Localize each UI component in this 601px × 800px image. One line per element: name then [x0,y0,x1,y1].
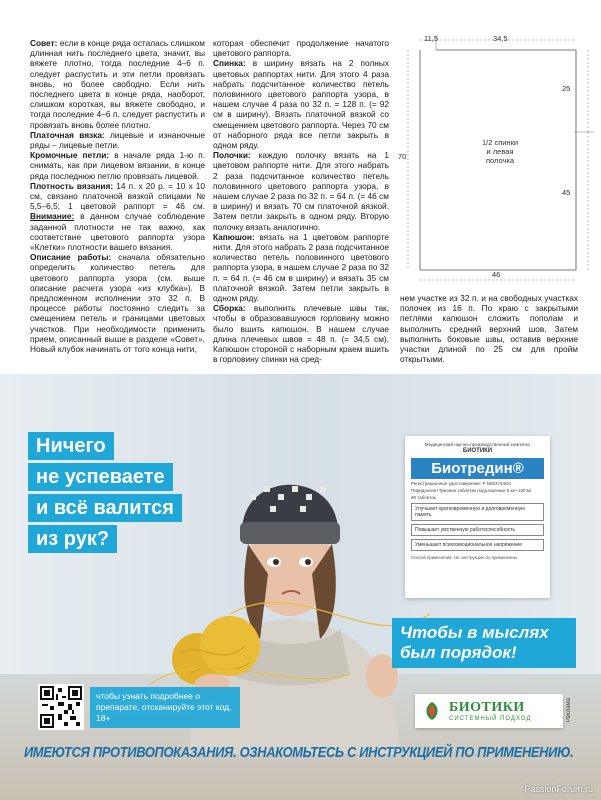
qr-block [38,684,240,730]
biotiki-logo [415,694,563,728]
dim-top-right: 34,5 [493,34,508,43]
logo-main-text: БИОТИКИ [449,700,525,715]
dim-right-top: 25 [562,84,571,93]
article-column-1 [30,38,205,354]
paragraph-heading: Полочки: [213,150,251,161]
article-paragraph [213,38,389,58]
biotiki-leaf-icon [421,700,443,722]
box-feature-1: Улучшает кратковременную и долговременную память [411,503,544,521]
logo-sub-text: СИСТЕМНЫЙ ПОДХОД [449,716,532,722]
paragraph-text: 14 п. х 20 р. = 10 х 10 см, связано платочной вязкой спицами № 5,5–6,5; 1 цветовой раппорт = 46 см. [30,180,205,212]
ad-headline [28,432,182,556]
box-note: Способ применения: см. инструкцию по применению [411,555,517,560]
paragraph-text: которая обеспечит продолжение начатого цветового раппорта. [213,38,389,59]
watermark: PassionForum.ru [524,784,593,794]
paragraph-text: нем участке из 32 п. и на свободных участках полочек из 16 п. По краю с закрытыми петлями капюшон сложить пополам и выполнить средний верхний шов. Затем выполнить боковые швы, оставив верхние участки длиной по 25 см для пройм открытыми. [400,293,578,365]
box-brand: БИОТИКИ [462,448,493,454]
paragraph-text: в ширину вязать на 2 полных цветовых раппортах нити. Для этого 4 раза набрать подсчитанное количество петель половинного цветового раппорта узора, в нашем случае 4 раза по 32 п. = 128 п. (= 92 см в ширину). Вязать платочной вязкой со смещением цветового раппорта. Через 70 см от наборного ряда все петли закрыть в одном ряду. [213,58,389,151]
paragraph-heading: Плотность вязания: [30,180,114,191]
headline-line-3: и всё валится [28,494,182,522]
paragraph-heading: Платочная вязка: [30,129,105,140]
box-composition: Пиридоксин+Треонин таблетки подъязычные 5 мг+100 мг [411,488,532,493]
article-paragraph [30,130,205,150]
article-paragraph [213,58,389,150]
dim-bottom: 46 [492,270,501,279]
paragraph-text: в данном случае соблюдение заданной плотности не так важно, как соответствие цветового раппорта узора «Клетки» плотности вашего вязания. [30,211,205,253]
box-drug-name: Биотредин® [411,458,544,479]
qr-caption: чтобы узнать подробнее о препарате, отсканируйте этот код, 18+ [90,687,240,728]
paragraph-heading: Спинка: [213,58,246,69]
paragraph-attention: Внимание: [30,211,75,222]
pattern-schematic [398,32,598,282]
headline-line-4: из рук? [28,525,117,553]
box-registration: Регистрационное удостоверение: Р N003744/01 [411,481,512,486]
ad-slogan: Чтобы в мыслях был порядок! [392,618,576,668]
article [0,0,601,372]
paragraph-text: сначала обязательно определить количество петель для цветового раппорта узора (см. выше описание расчета узора «из клубка»). В предложенном исполнении это 32 п. В процессе работы постоянно следить за смещением петель и границами цветовых участков. При необходимости применить прием, описанный выше в разделе «Совет». Новый клубок начинать от того конца нити, [30,252,206,355]
advertisement [0,374,601,800]
dim-top-left: 11,5 [424,34,439,43]
box-feature-2: Повышает умственную работоспособность [411,524,544,536]
article-paragraph [213,150,389,232]
schematic-center-label: 1/2 спинки и левая полочка [481,138,519,165]
paragraph-text: в начале ряда 1-ю п. снимать, как при лицевом вязании, в конце ряда последнюю петлю провязать лицевой. [30,150,205,181]
paragraph-heading: Капюшон: [213,231,255,242]
qr-code-icon[interactable] [38,684,84,730]
article-column-2 [213,38,389,365]
box-maker: Медицинский научно-производственный комплекс [424,442,531,447]
paragraph-heading: Сборка: [213,303,246,314]
paragraph-heading: Кромочные петли: [30,150,110,161]
paragraph-heading: Описание работы: [30,252,112,263]
paragraph-text: каждую полочку вязать на 1 цветовом раппорте нити. Для этого набрать 2 раза подсчитанное количество петель половинного цветового раппорта узора, в нашем случае 2 раза по 32 п. = 64 п. (= 46 см в ширину) и вязать 70 см платочной вязкой. Затем петли закрыть в одном ряду. Вторую полочку вязать аналогично. [213,150,389,232]
contraindications-warning: ИМЕЮТСЯ ПРОТИВОПОКАЗАНИЯ. ОЗНАКОМЬТЕСЬ С ИНСТРУКЦИЕЙ ПО ПРИМЕНЕНИЮ. [24,744,574,761]
paragraph-text: вязать на 1 цветовом раппорте нити. Для этого набрать 2 раза подсчитанное количество петель половинного цветового раппорта узора, в нашем случае 2 раза по 32 п. = 64 п. (= 46 см в ширину) и вязать 35 см платочной вязкой. Затем петли закрыть в одном ряду. [213,231,389,304]
product-box [405,436,550,598]
paragraph-heading: Совет: [30,38,58,48]
article-column-3 [400,293,578,364]
paragraph-text: выполнить плечевые швы так, чтобы в образовавшуюся горловину можно было вшить капюшон. В нашем случае длина плечевых швов = 48 п. (= 34,5 см). Капюшон стороной с наборным краем вшить в горловину спинки на сред- [213,303,389,365]
article-paragraph [213,303,389,364]
headline-line-1: Ничего [28,432,114,460]
paragraph-text: если в конце ряда осталась слишком длинная нить последнего цвета, значит, вы вяжете плотно, тогда последние 4–6 п. следует распустить и эти петли провязать вновь, но более свободно. Если нить последнего цвета в конце ряда, наоборот, слишком короткая, вы вяжете свободно, и тогда последние 4–6 п. следует распустить и провязать вновь более плотно. [30,38,205,130]
article-paragraph [213,232,389,303]
dim-right-bottom: 45 [562,188,571,197]
dim-left: 70 [398,152,407,161]
article-paragraph [30,252,205,354]
headline-line-2: не успеваете [28,463,173,491]
article-paragraph [30,38,205,130]
paragraph-text: лицевые и изнаночные ряды – лицевые петли. [30,129,205,151]
article-paragraph [30,181,205,252]
box-count: 30 таблеток [411,495,436,500]
article-paragraph [400,293,578,364]
box-feature-3: Уменьшает психоэмоциональное напряжение [411,539,544,551]
advert-label: Реклама [566,698,572,723]
article-paragraph [30,150,205,181]
